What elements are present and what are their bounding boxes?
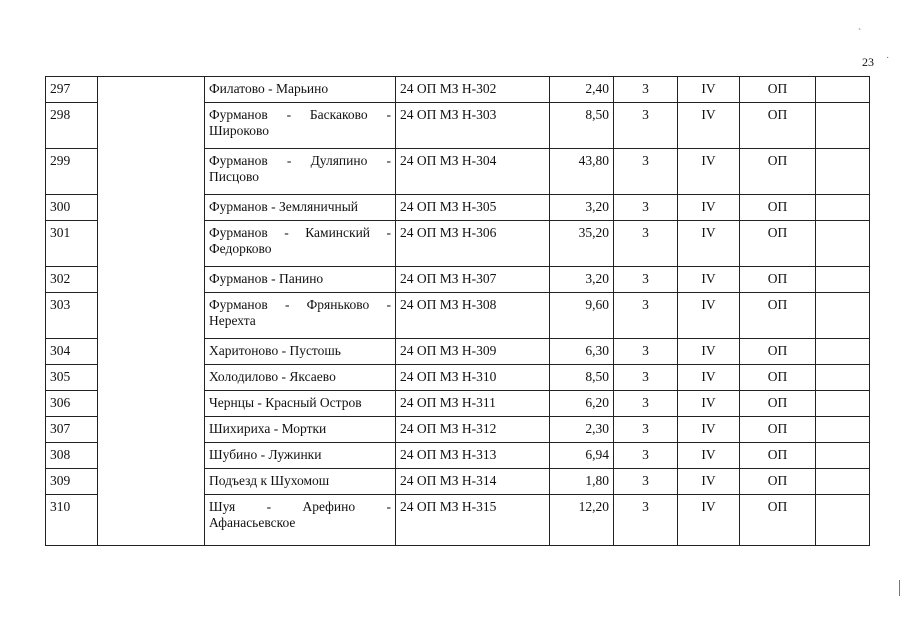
road-length: 2,30 bbox=[550, 417, 614, 443]
road-type: ОП bbox=[740, 469, 816, 495]
road-name: Чернцы - Красный Остров bbox=[205, 391, 396, 417]
road-code: 24 ОП МЗ Н-313 bbox=[396, 443, 550, 469]
page-number: 23 bbox=[862, 55, 874, 69]
empty-cell bbox=[816, 195, 870, 221]
table-row bbox=[46, 77, 870, 103]
road-name: Фурманов - Дуляпино - Писцово bbox=[205, 149, 396, 195]
road-length: 12,20 bbox=[550, 495, 614, 546]
road-class: IV bbox=[678, 417, 740, 443]
empty-cell bbox=[816, 417, 870, 443]
road-length: 6,30 bbox=[550, 339, 614, 365]
road-length: 43,80 bbox=[550, 149, 614, 195]
road-length: 3,20 bbox=[550, 195, 614, 221]
road-name: Подъезд к Шухомош bbox=[205, 469, 396, 495]
road-type: ОП bbox=[740, 495, 816, 546]
row-number: 298 bbox=[46, 103, 98, 149]
road-class: IV bbox=[678, 221, 740, 267]
road-category: 3 bbox=[614, 103, 678, 149]
road-class: IV bbox=[678, 195, 740, 221]
empty-cell bbox=[816, 391, 870, 417]
road-class: IV bbox=[678, 293, 740, 339]
road-type: ОП bbox=[740, 103, 816, 149]
road-class: IV bbox=[678, 443, 740, 469]
road-class: IV bbox=[678, 267, 740, 293]
road-class: IV bbox=[678, 391, 740, 417]
scan-edge-mark bbox=[899, 580, 900, 596]
road-category: 3 bbox=[614, 77, 678, 103]
road-category: 3 bbox=[614, 365, 678, 391]
row-number: 297 bbox=[46, 77, 98, 103]
road-code: 24 ОП МЗ Н-311 bbox=[396, 391, 550, 417]
empty-cell bbox=[816, 293, 870, 339]
road-type: ОП bbox=[740, 391, 816, 417]
row-number: 306 bbox=[46, 391, 98, 417]
road-category: 3 bbox=[614, 195, 678, 221]
empty-cell bbox=[816, 221, 870, 267]
road-length: 6,20 bbox=[550, 391, 614, 417]
road-length: 1,80 bbox=[550, 469, 614, 495]
road-code: 24 ОП МЗ Н-303 bbox=[396, 103, 550, 149]
road-category: 3 bbox=[614, 293, 678, 339]
road-category: 3 bbox=[614, 495, 678, 546]
road-type: ОП bbox=[740, 149, 816, 195]
road-class: IV bbox=[678, 339, 740, 365]
road-length: 35,20 bbox=[550, 221, 614, 267]
row-number: 302 bbox=[46, 267, 98, 293]
road-code: 24 ОП МЗ Н-314 bbox=[396, 469, 550, 495]
road-length: 8,50 bbox=[550, 365, 614, 391]
road-code: 24 ОП МЗ Н-306 bbox=[396, 221, 550, 267]
road-length: 9,60 bbox=[550, 293, 614, 339]
road-name: Фурманов - Фряньково - Нерехта bbox=[205, 293, 396, 339]
road-name: Филатово - Марьино bbox=[205, 77, 396, 103]
row-number: 310 bbox=[46, 495, 98, 546]
road-type: ОП bbox=[740, 443, 816, 469]
road-code: 24 ОП МЗ Н-302 bbox=[396, 77, 550, 103]
road-category: 3 bbox=[614, 469, 678, 495]
row-number: 300 bbox=[46, 195, 98, 221]
road-name: Шуя - Арефино - Афанасьевское bbox=[205, 495, 396, 546]
row-number: 304 bbox=[46, 339, 98, 365]
roads-table bbox=[45, 76, 870, 546]
road-class: IV bbox=[678, 77, 740, 103]
road-code: 24 ОП МЗ Н-304 bbox=[396, 149, 550, 195]
road-code: 24 ОП МЗ Н-310 bbox=[396, 365, 550, 391]
empty-cell bbox=[816, 267, 870, 293]
road-type: ОП bbox=[740, 417, 816, 443]
road-category: 3 bbox=[614, 339, 678, 365]
road-code: 24 ОП МЗ Н-307 bbox=[396, 267, 550, 293]
road-category: 3 bbox=[614, 391, 678, 417]
row-number: 301 bbox=[46, 221, 98, 267]
road-length: 3,20 bbox=[550, 267, 614, 293]
road-code: 24 ОП МЗ Н-305 bbox=[396, 195, 550, 221]
road-name: Фурманов - Земляничный bbox=[205, 195, 396, 221]
empty-cell bbox=[816, 77, 870, 103]
road-code: 24 ОП МЗ Н-308 bbox=[396, 293, 550, 339]
road-type: ОП bbox=[740, 77, 816, 103]
road-type: ОП bbox=[740, 267, 816, 293]
scan-mark: ` bbox=[858, 28, 862, 39]
road-type: ОП bbox=[740, 339, 816, 365]
road-type: ОП bbox=[740, 365, 816, 391]
road-name: Харитоново - Пустошь bbox=[205, 339, 396, 365]
road-name: Холодилово - Яксаево bbox=[205, 365, 396, 391]
empty-cell bbox=[816, 469, 870, 495]
road-code: 24 ОП МЗ Н-312 bbox=[396, 417, 550, 443]
row-number: 308 bbox=[46, 443, 98, 469]
row-number: 303 bbox=[46, 293, 98, 339]
road-length: 2,40 bbox=[550, 77, 614, 103]
road-name: Фурманов - Каминский - Федорково bbox=[205, 221, 396, 267]
road-category: 3 bbox=[614, 443, 678, 469]
road-category: 3 bbox=[614, 221, 678, 267]
empty-cell bbox=[816, 443, 870, 469]
road-code: 24 ОП МЗ Н-309 bbox=[396, 339, 550, 365]
empty-cell bbox=[816, 103, 870, 149]
road-type: ОП bbox=[740, 293, 816, 339]
road-category: 3 bbox=[614, 417, 678, 443]
road-class: IV bbox=[678, 469, 740, 495]
road-name: Фурманов - Панино bbox=[205, 267, 396, 293]
road-type: ОП bbox=[740, 221, 816, 267]
road-category: 3 bbox=[614, 267, 678, 293]
scan-mark: ˙ bbox=[886, 56, 890, 67]
road-code: 24 ОП МЗ Н-315 bbox=[396, 495, 550, 546]
road-length: 6,94 bbox=[550, 443, 614, 469]
road-class: IV bbox=[678, 365, 740, 391]
road-name: Шихириха - Мортки bbox=[205, 417, 396, 443]
road-category: 3 bbox=[614, 149, 678, 195]
road-class: IV bbox=[678, 103, 740, 149]
empty-cell bbox=[816, 149, 870, 195]
row-number: 299 bbox=[46, 149, 98, 195]
empty-cell bbox=[816, 495, 870, 546]
road-name: Шубино - Лужинки bbox=[205, 443, 396, 469]
road-name: Фурманов - Баскаково - Широково bbox=[205, 103, 396, 149]
road-class: IV bbox=[678, 495, 740, 546]
row-number: 307 bbox=[46, 417, 98, 443]
row-number: 305 bbox=[46, 365, 98, 391]
row-number: 309 bbox=[46, 469, 98, 495]
road-class: IV bbox=[678, 149, 740, 195]
empty-cell bbox=[816, 365, 870, 391]
empty-cell bbox=[816, 339, 870, 365]
merged-empty-cell bbox=[98, 77, 205, 546]
road-type: ОП bbox=[740, 195, 816, 221]
road-length: 8,50 bbox=[550, 103, 614, 149]
